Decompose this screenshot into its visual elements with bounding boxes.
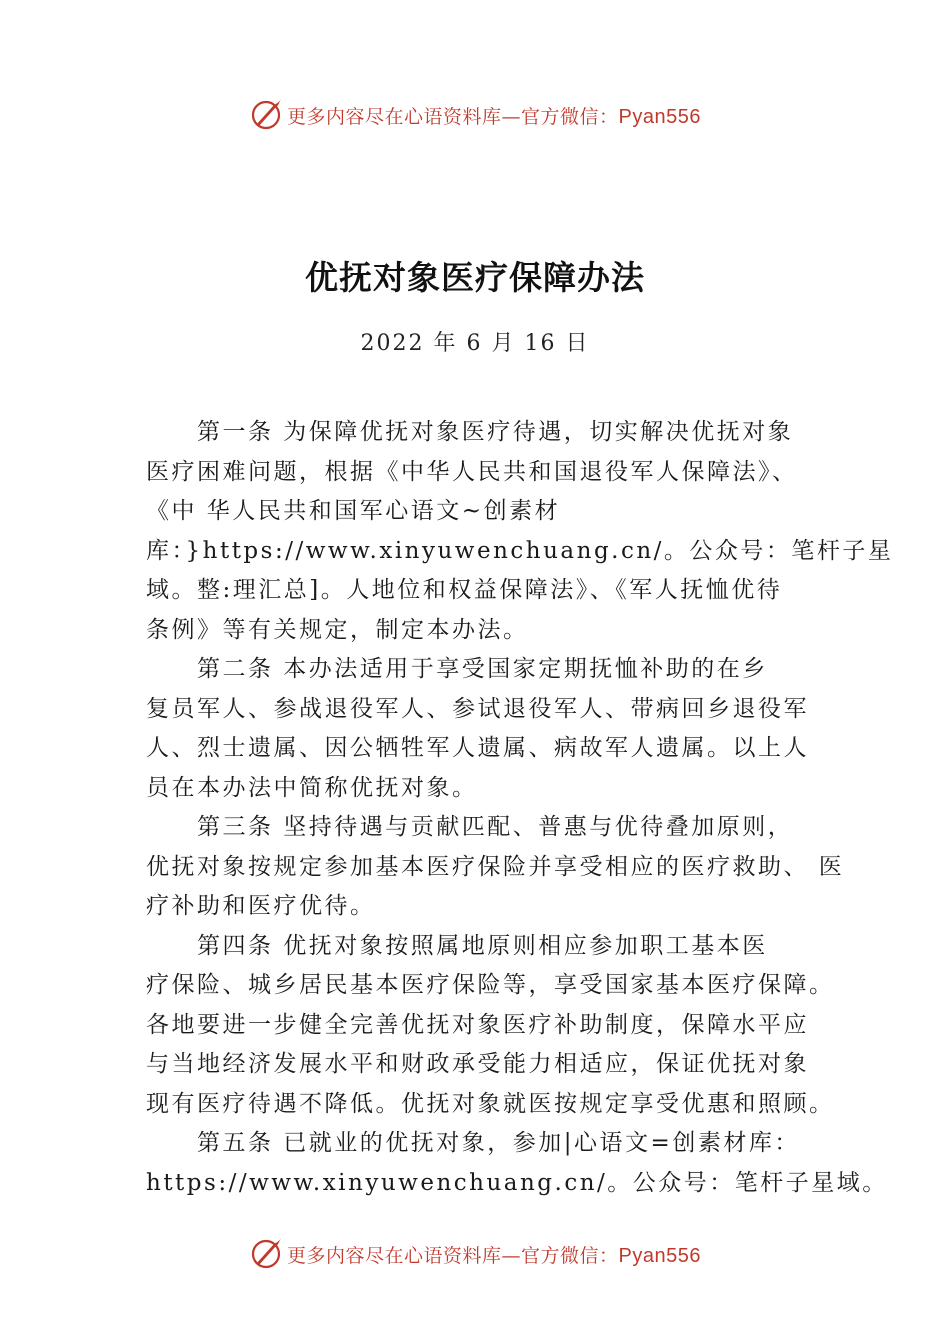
quill-logo-icon <box>249 1237 283 1271</box>
body-line: 第四条 优抚对象按照属地原则相应参加职工基本医 <box>197 932 768 959</box>
body-line: 疗保险、城乡居民基本医疗保险等，享受国家基本医疗保障。 <box>146 972 835 998</box>
body-line: 优抚对象按规定参加基本医疗保险并享受相应的医疗救助、 医 <box>146 853 845 880</box>
body-line: 第二条 本办法适用于享受国家定期抚恤补助的在乡 <box>197 656 768 682</box>
body-line: 第一条 为保障优抚对象医疗待遇，切实解决优抚对象 <box>197 419 794 445</box>
header-watermark-banner <box>0 93 950 137</box>
body-line: 条例》等有关规定，制定本办法。 <box>146 616 529 643</box>
quill-logo-icon <box>249 98 283 132</box>
body-line: 疗补助和医疗优待。 <box>146 893 376 919</box>
body-line: 各地要进一步健全完善优抚对象医疗补助制度，保障水平应 <box>146 1011 809 1038</box>
body-line: 人、烈士遗属、因公牺牲军人遗属、病故军人遗属。以上人 <box>146 735 809 761</box>
body-line: 库：}https://www.xinyuwenchuang.cn/。公众号：笔杆子星 <box>146 537 894 564</box>
body-line: 第五条 已就业的优抚对象，参加|心语文=创素材库： <box>197 1130 800 1156</box>
body-line: https://www.xinyuwenchuang.cn/。公众号：笔杆子星域。 <box>146 1169 888 1196</box>
document-title: 优抚对象医疗保障办法 <box>305 258 645 297</box>
body-line: 复员军人、参战退役军人、参试退役军人、带病回乡退役军 <box>146 695 809 722</box>
banner-text: 更多内容尽在心语资料库—官方微信：Pyan556 <box>287 1244 701 1267</box>
body-line: 与当地经济发展水平和财政承受能力相适应，保证优抚对象 <box>146 1051 809 1077</box>
body-line: 现有医疗待遇不降低。优抚对象就医按规定享受优惠和照顾。 <box>146 1090 835 1117</box>
body-line: 域。整:理汇总]。人地位和权益保障法》、《军人抚恤优待 <box>146 577 783 603</box>
footer-watermark-banner <box>0 1232 950 1276</box>
document-body <box>146 413 894 1203</box>
banner-text: 更多内容尽在心语资料库—官方微信：Pyan556 <box>287 105 701 128</box>
body-line: 第三条 坚持待遇与贡献匹配、普惠与优待叠加原则， <box>197 814 794 840</box>
body-line: 员在本办法中简称优抚对象。 <box>146 774 478 801</box>
body-line: 医疗困难问题，根据《中华人民共和国退役军人保障法》、 <box>146 458 798 485</box>
body-line: 《中 华人民共和国军心语文~创素材 <box>146 498 561 524</box>
document-date: 2022 年 6 月 16 日 <box>360 331 590 356</box>
